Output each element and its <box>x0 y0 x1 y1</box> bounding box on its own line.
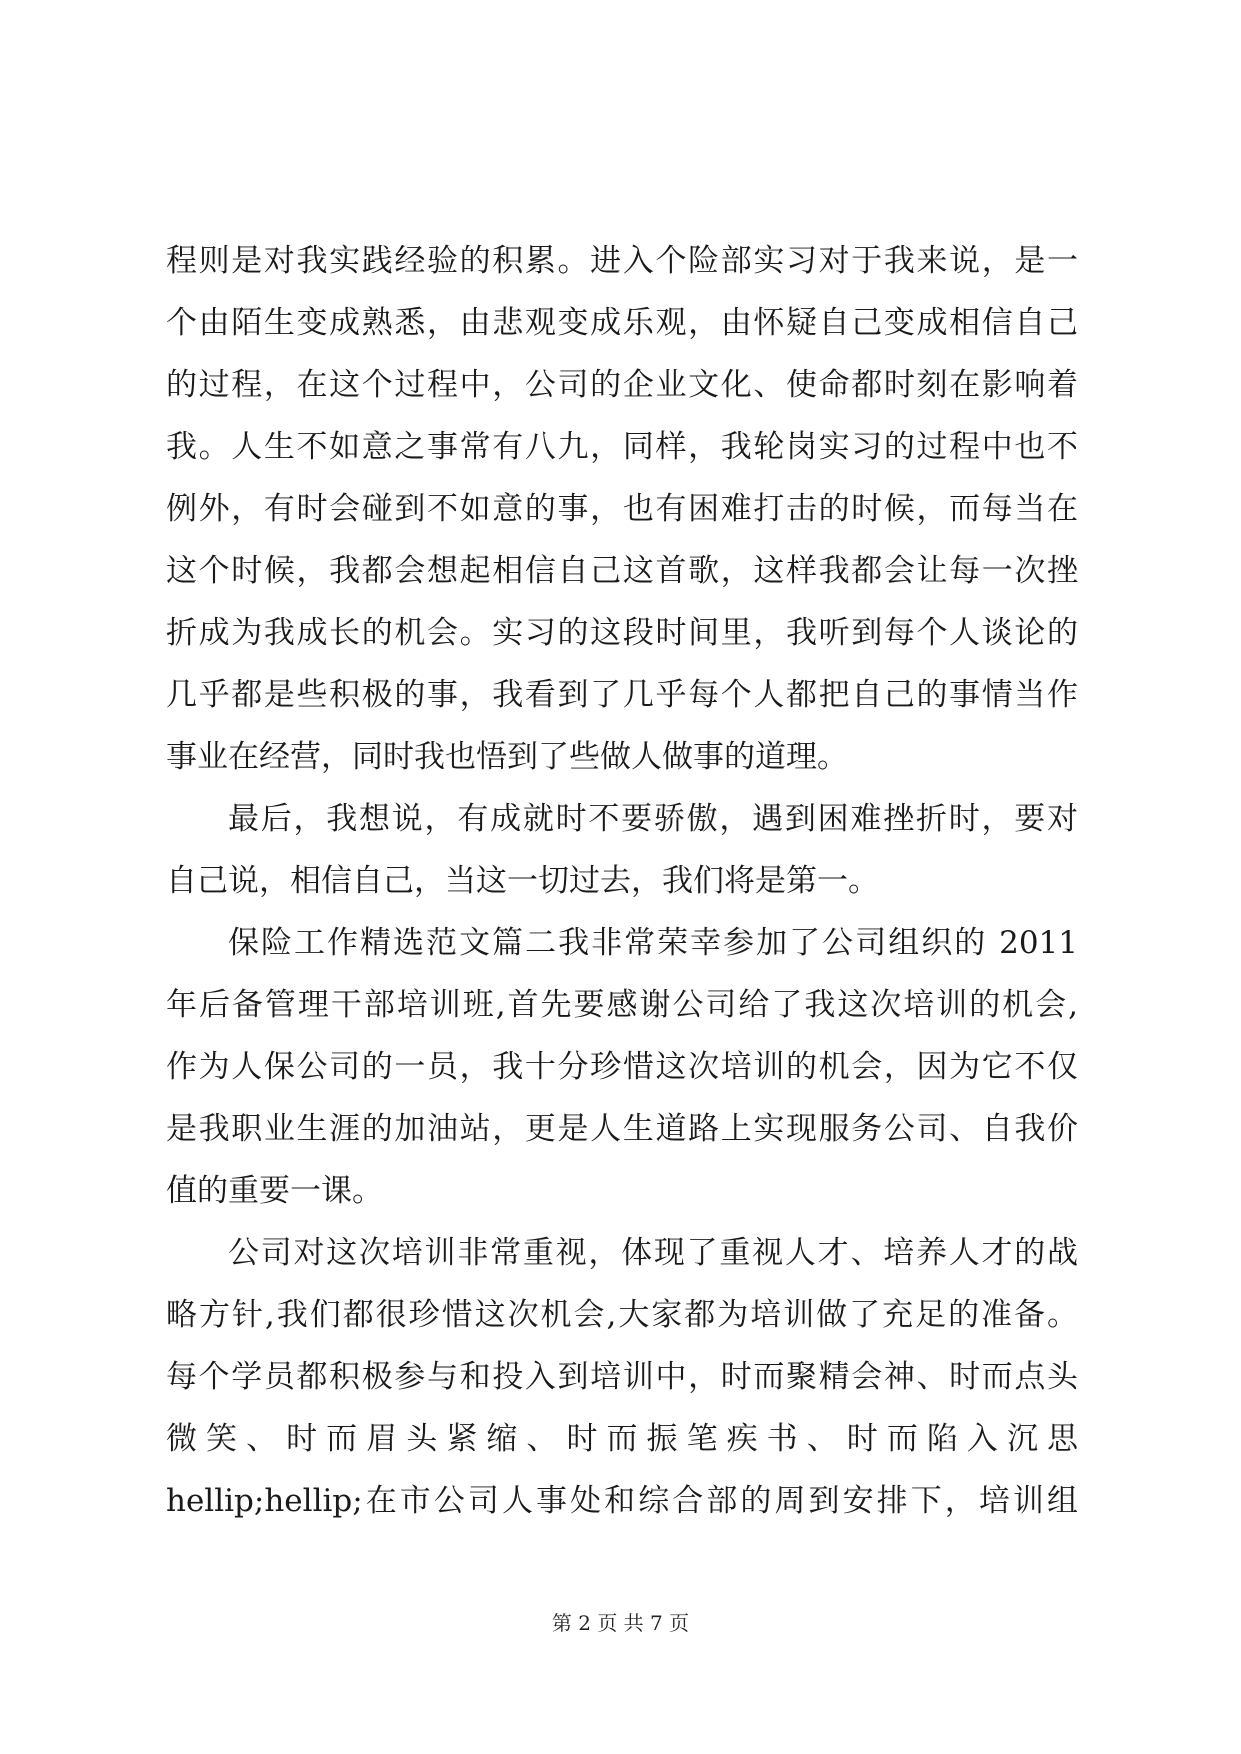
text-line: 个由陌生变成熟悉，由悲观变成乐观，由怀疑自己变成相信自己 <box>166 305 1078 341</box>
text-line: 的过程，在这个过程中，公司的企业文化、使命都时刻在影响着 <box>166 367 1078 403</box>
text-line: 值的重要一课。 <box>166 1173 383 1209</box>
text-line: 保险工作精选范文篇二我非常荣幸参加了公司组织的 2011 <box>228 925 1078 961</box>
text-line: 例外，有时会碰到不如意的事，也有困难打击的时候，而每当在 <box>166 491 1078 527</box>
text-line: hellip;hellip;在市公司人事处和综合部的周到安排下，培训组 <box>166 1483 1078 1519</box>
text-line: 作为人保公司的一员，我十分珍惜这次培训的机会，因为它不仅 <box>166 1049 1078 1085</box>
text-line: 略方针,我们都很珍惜这次机会,大家都为培训做了充足的准备。 <box>166 1297 1078 1333</box>
text-line: 折成为我成长的机会。实习的这段时间里，我听到每个人谈论的 <box>166 615 1078 651</box>
text-line: 每个学员都积极参与和投入到培训中，时而聚精会神、时而点头 <box>166 1359 1078 1395</box>
text-line: 几乎都是些积极的事，我看到了几乎每个人都把自己的事情当作 <box>166 677 1078 713</box>
text-line: 年后备管理干部培训班,首先要感谢公司给了我这次培训的机会, <box>166 987 1078 1023</box>
text-line: 我。人生不如意之事常有八九，同样，我轮岗实习的过程中也不 <box>166 429 1078 465</box>
page-footer: 第 2 页 共 7 页 <box>551 1611 690 1635</box>
text-line: 微笑、时而眉头紧缩、时而振笔疾书、时而陷入沉思 <box>166 1421 1078 1457</box>
text-line: 最后，我想说，有成就时不要骄傲，遇到困难挫折时，要对 <box>228 801 1078 837</box>
text-line: 这个时候，我都会想起相信自己这首歌，这样我都会让每一次挫 <box>166 553 1078 589</box>
body-text <box>166 230 1078 1532</box>
text-line: 程则是对我实践经验的积累。进入个险部实习对于我来说，是一 <box>166 243 1078 279</box>
text-line: 事业在经营，同时我也悟到了些做人做事的道理。 <box>166 739 848 775</box>
text-line: 是我职业生涯的加油站，更是人生道路上实现服务公司、自我价 <box>166 1111 1078 1147</box>
text-line: 公司对这次培训非常重视，体现了重视人才、培养人才的战 <box>228 1235 1078 1271</box>
text-line: 自己说，相信自己，当这一切过去，我们将是第一。 <box>166 863 879 899</box>
